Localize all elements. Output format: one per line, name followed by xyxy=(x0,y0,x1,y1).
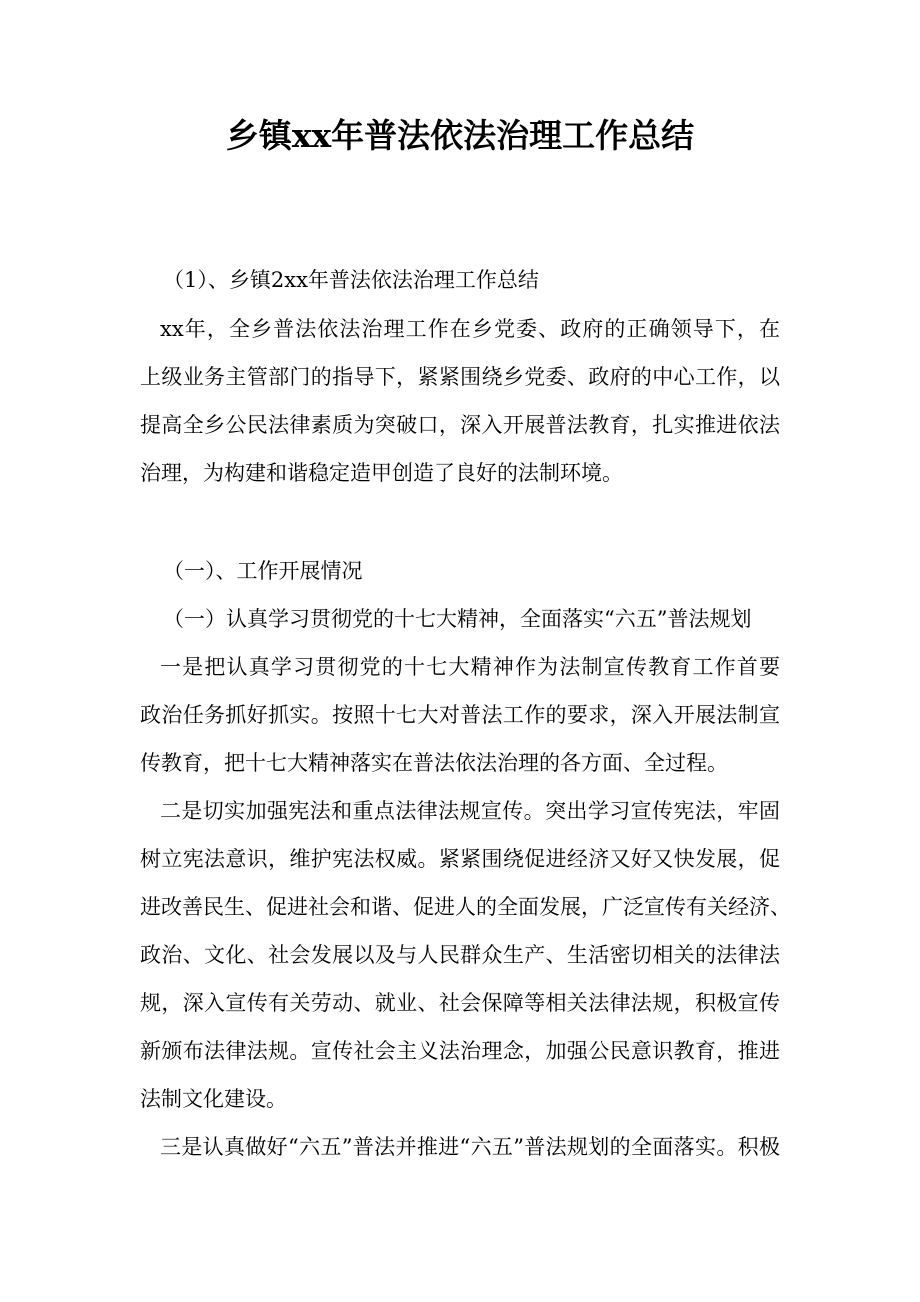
para2-line: 法制文化建设。 xyxy=(140,1087,287,1111)
para1-line: 一是把认真学习贯彻党的十七大精神作为法制宣传教育工作首要 xyxy=(160,655,780,679)
intro-line: xx年，全乡普法依法治理工作在乡党委、政府的正确领导下，在 xyxy=(160,317,780,341)
subtitle: （1）、乡镇2xx年普法依法治理工作总结 xyxy=(163,268,539,292)
para2-line: 政治、文化、社会发展以及与人民群众生产、生活密切相关的法律法 xyxy=(140,943,780,967)
intro-line: 治理，为构建和谐稳定造甲创造了良好的法制环境。 xyxy=(140,461,623,485)
intro-line: 上级业务主管部门的指导下，紧紧围绕乡党委、政府的中心工作，以 xyxy=(140,365,780,389)
para2-line: 新颁布法律法规。宣传社会主义法治理念，加强公民意识教育，推进 xyxy=(140,1039,780,1063)
para2-line: 二是切实加强宪法和重点法律法规宣传。突出学习宣传宪法，牢固 xyxy=(160,799,780,823)
para2-line: 进改善民生、促进社会和谐、促进人的全面发展，广泛宣传有关经济、 xyxy=(140,895,791,919)
sub-heading: （一）认真学习贯彻党的十七大精神，全面落实“六五”普法规划 xyxy=(163,607,752,631)
para1-line: 政治任务抓好抓实。按照十七大对普法工作的要求，深入开展法制宣 xyxy=(140,703,780,727)
intro-line: 提高全乡公民法律素质为突破口，深入开展普法教育，扎实推进依法 xyxy=(140,413,780,437)
document-title: 乡镇xx年普法依法治理工作总结 xyxy=(225,116,695,155)
section-heading: （一）、工作开展情况 xyxy=(163,559,363,583)
para1-line: 传教育，把十七大精神落实在普法依法治理的各方面、全过程。 xyxy=(140,751,728,775)
para3-line: 三是认真做好“六五”普法并推进“六五”普法规划的全面落实。积极 xyxy=(160,1135,780,1159)
para2-line: 树立宪法意识，维护宪法权威。紧紧围绕促进经济又好又快发展，促 xyxy=(140,847,780,871)
para2-line: 规，深入宣传有关劳动、就业、社会保障等相关法律法规，积极宣传 xyxy=(140,991,780,1015)
